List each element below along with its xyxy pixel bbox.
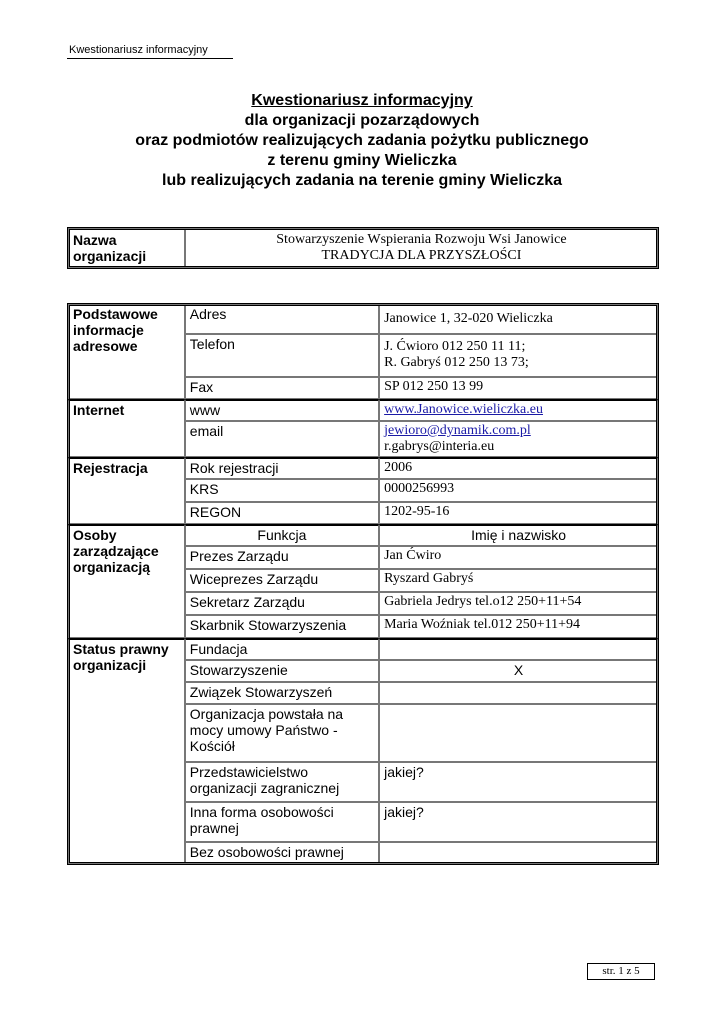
status-value	[379, 704, 658, 762]
www-link[interactable]: www.Janowice.wieliczka.eu	[384, 402, 543, 417]
regon-value: 1202-95-16	[379, 502, 658, 524]
fax-value: SP 012 250 13 99	[379, 377, 658, 399]
status-label: Organizacja powstała na mocy umowy Państwo - Kościół	[185, 704, 379, 762]
krs-label: KRS	[185, 479, 379, 502]
fax-label: Fax	[185, 377, 379, 399]
organization-info-table	[67, 303, 659, 865]
year-value: 2006	[379, 457, 658, 479]
status-value: jakiej?	[379, 762, 658, 802]
section-persons: Osoby zarządzające organizacją	[68, 524, 185, 638]
email-value	[379, 421, 658, 457]
status-label: Przedstawicielstwo organizacji zagranicznej	[185, 762, 379, 802]
org-name-line-1: Stowarzyszenie Wspierania Rozwoju Wsi Janowice	[276, 232, 567, 247]
col-name: Imię i nazwisko	[379, 524, 658, 546]
section-internet: Internet	[68, 399, 185, 457]
page-number: str. 1 z 5	[587, 963, 655, 980]
status-value	[379, 682, 658, 704]
status-label: Fundacja	[185, 638, 379, 660]
org-name-value	[185, 228, 658, 268]
person-name: Jan Ćwiro	[379, 546, 658, 569]
person-name: Gabriela Jedrys tel.o12 250+11+54	[379, 592, 658, 615]
status-value	[379, 842, 658, 864]
col-function: Funkcja	[185, 524, 379, 546]
title-line-3: oraz podmiotów realizujących zadania pożytku publicznego	[135, 132, 589, 149]
person-function: Prezes Zarządu	[185, 546, 379, 569]
www-link-cell	[379, 399, 658, 421]
email-label: email	[185, 421, 379, 457]
telefon-value	[379, 334, 658, 377]
telefon-label: Telefon	[185, 334, 379, 377]
status-value: jakiej?	[379, 802, 658, 842]
telefon-line-1: J. Ćwioro 012 250 11 11;	[384, 339, 526, 354]
www-label: www	[185, 399, 379, 421]
status-label: Stowarzyszenie	[185, 660, 379, 682]
organization-name-table	[67, 227, 659, 269]
status-value: X	[379, 660, 658, 682]
adres-value: Janowice 1, 32-020 Wieliczka	[379, 304, 658, 334]
status-label: Bez osobowości prawnej	[185, 842, 379, 864]
title-line-4: z terenu gminy Wieliczka	[267, 152, 457, 169]
org-name-line-2: TRADYCJA DLA PRZYSZŁOŚCI	[321, 248, 522, 263]
org-name-label: Nazwa organizacji	[68, 228, 185, 268]
document-title	[60, 91, 664, 191]
title-line-1: Kwestionariusz informacyjny	[251, 92, 473, 109]
section-status: Status prawny organizacji	[68, 638, 185, 864]
telefon-line-2: R. Gabryś 012 250 13 73;	[384, 355, 529, 370]
adres-label: Adres	[185, 304, 379, 334]
krs-value: 0000256993	[379, 479, 658, 502]
person-function: Skarbnik Stowarzyszenia	[185, 615, 379, 638]
status-label: Związek Stowarzyszeń	[185, 682, 379, 704]
person-name: Maria Woźniak tel.012 250+11+94	[379, 615, 658, 638]
section-registration: Rejestracja	[68, 457, 185, 524]
title-line-2: dla organizacji pozarządowych	[244, 112, 480, 129]
status-value	[379, 638, 658, 660]
person-function: Wiceprezes Zarządu	[185, 569, 379, 592]
status-label: Inna forma osobowości prawnej	[185, 802, 379, 842]
person-name: Ryszard Gabryś	[379, 569, 658, 592]
email-link[interactable]: jewioro@dynamik.com.pl	[384, 423, 531, 438]
year-label: Rok rejestracji	[185, 457, 379, 479]
email-line-2: r.gabrys@interia.eu	[384, 439, 495, 454]
person-function: Sekretarz Zarządu	[185, 592, 379, 615]
section-address: Podstawowe informacje adresowe	[68, 304, 185, 399]
header-rule	[67, 58, 233, 59]
regon-label: REGON	[185, 502, 379, 524]
running-header: Kwestionariusz informacyjny	[69, 44, 208, 56]
title-line-5: lub realizujących zadania na terenie gminy Wieliczka	[162, 172, 562, 189]
